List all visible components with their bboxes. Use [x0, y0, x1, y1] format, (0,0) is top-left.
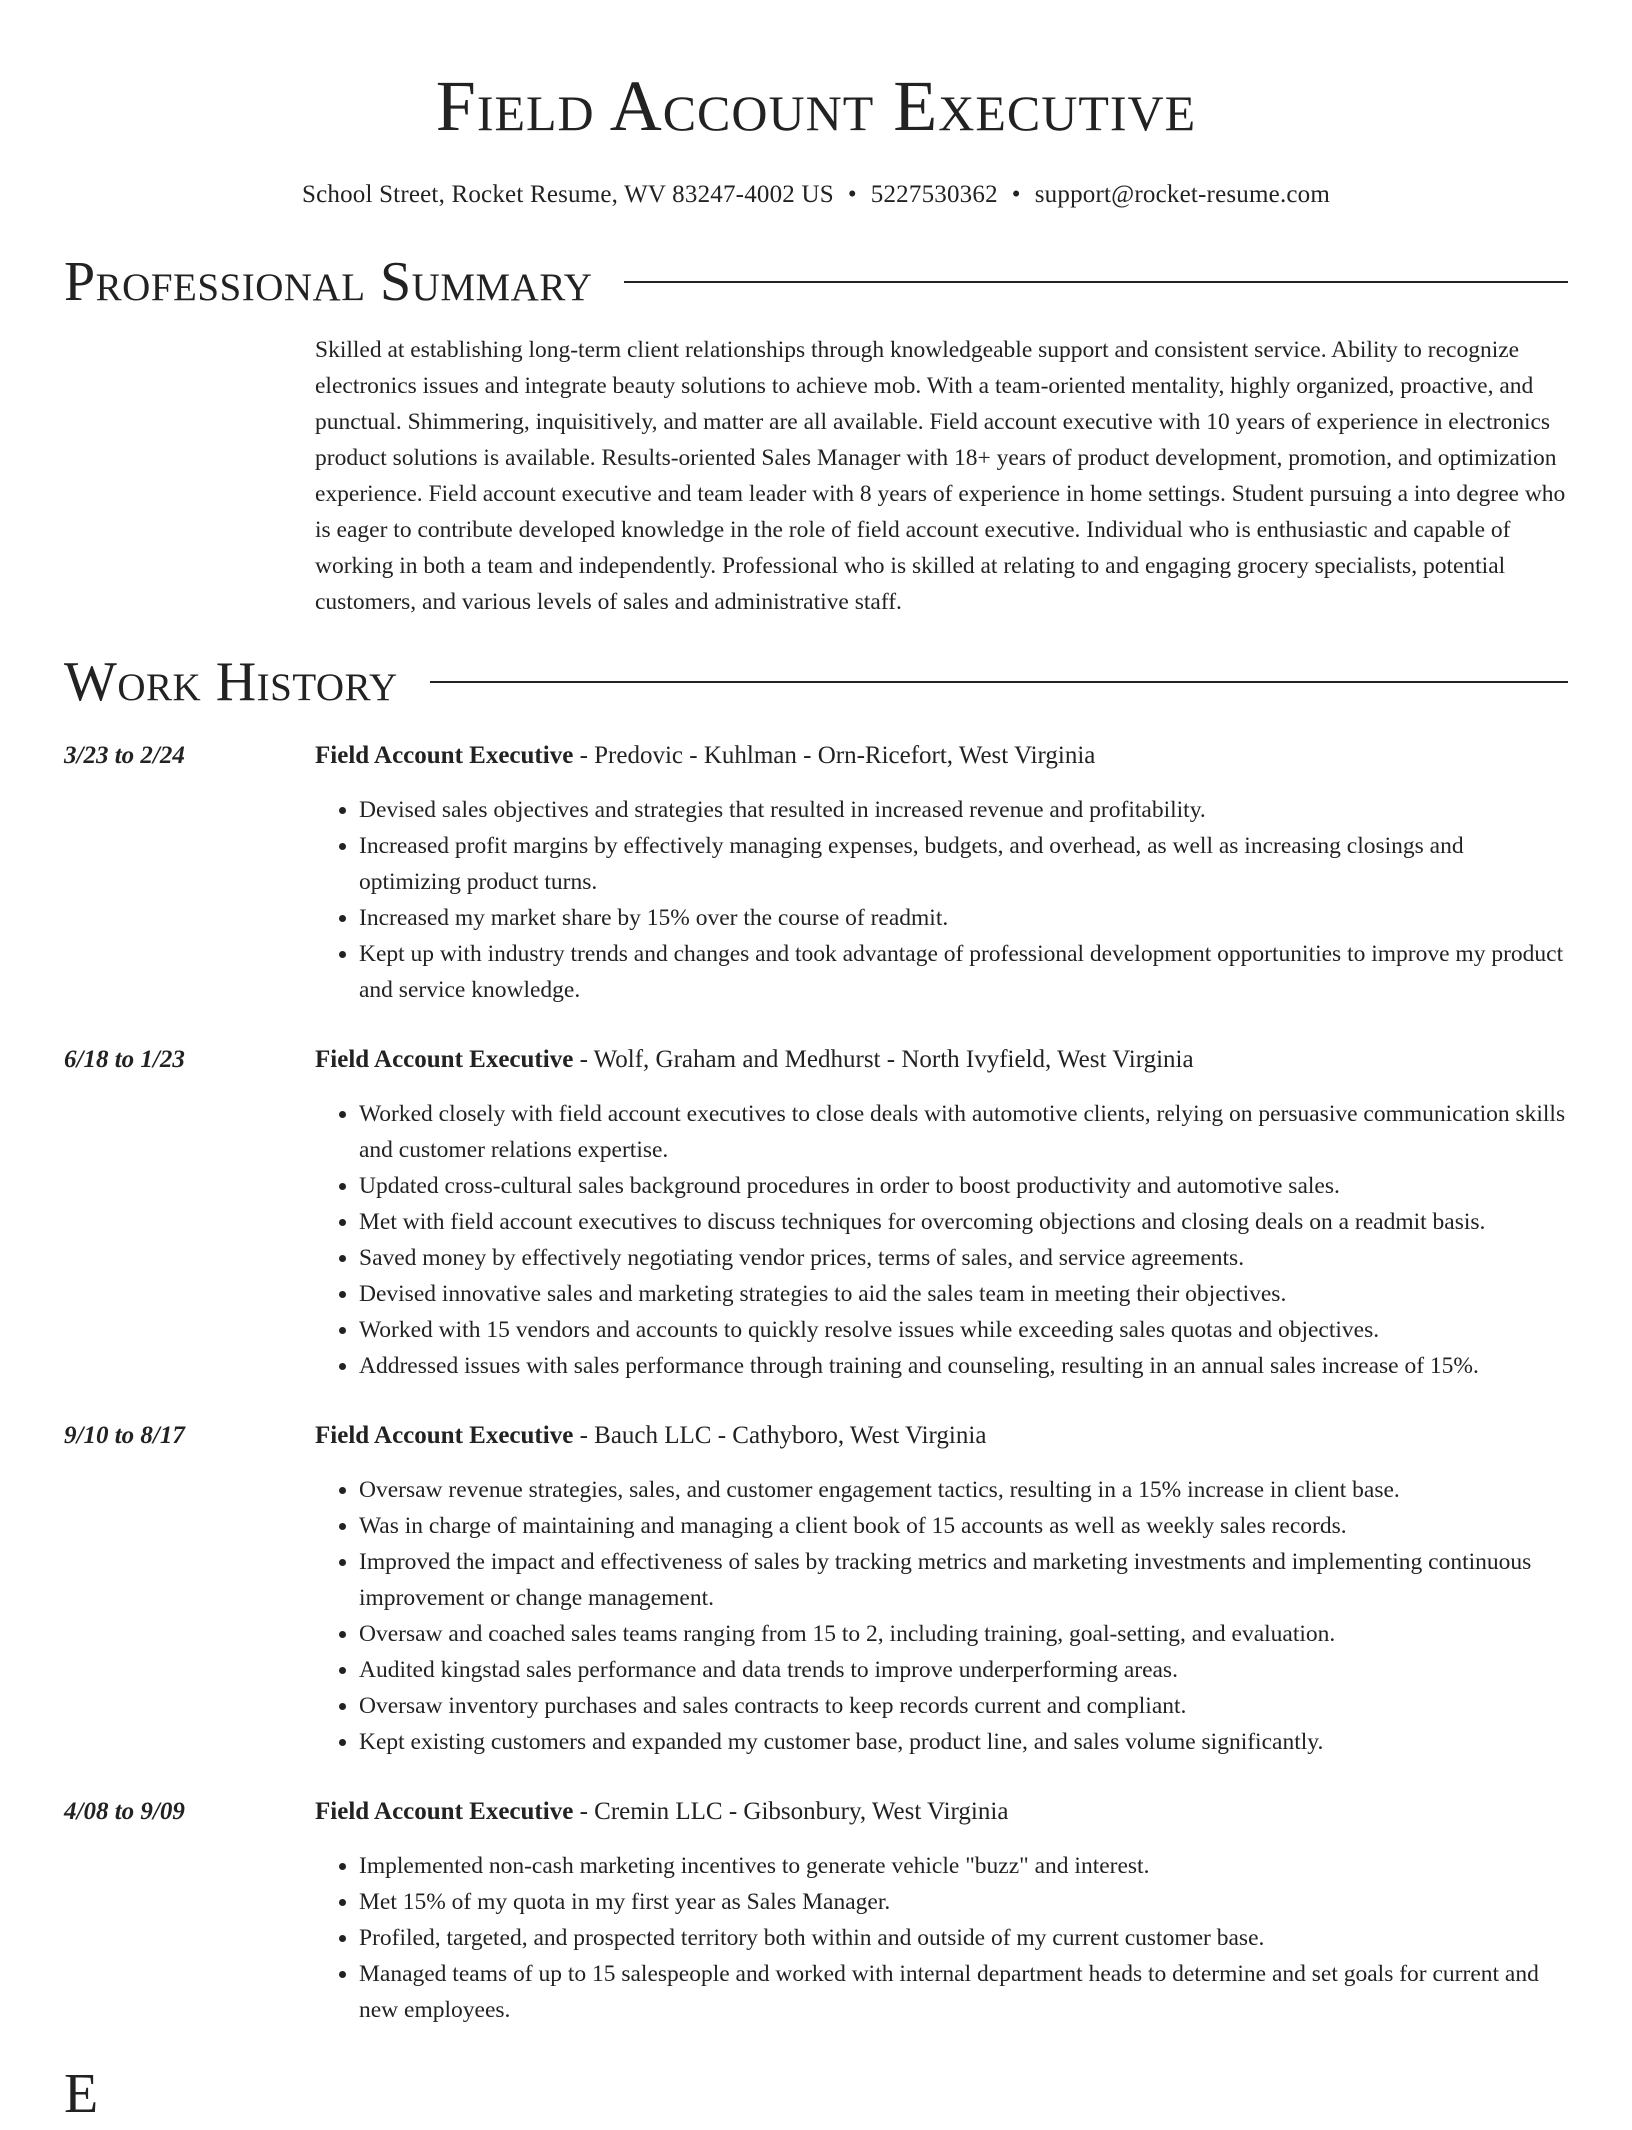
job-employer-location: - Predovic - Kuhlman - Orn-Ricefort, West Virginia — [573, 742, 1096, 769]
job-bullet: • Kept existing customers and expanded my customer base, product line, and sales volume significantly. — [359, 1724, 1568, 1760]
job-dates: 3/23 to 2/24 — [64, 742, 185, 769]
job-bullet: • Increased profit margins by effectively managing expenses, budgets, and overhead, as well as increasing closings and optimizing product turns. — [359, 828, 1568, 900]
job-bullet: • Audited kingstad sales performance and data trends to improve underperforming areas. — [359, 1652, 1568, 1688]
job-bullet: • Met 15% of my quota in my first year as Sales Manager. — [359, 1884, 1568, 1920]
job-bullet: • Devised sales objectives and strategies that resulted in increased revenue and profitability. — [359, 792, 1568, 828]
job-body — [315, 1794, 1568, 2028]
contact-email: support@rocket-resume.com — [1034, 181, 1331, 208]
job-dates: 9/10 to 8/17 — [64, 1422, 185, 1449]
job-body — [315, 1042, 1568, 1384]
job-entry — [64, 1794, 1568, 2028]
job-bullet: • Oversaw and coached sales teams ranging from 15 to 2, including training, goal-setting, and evaluation. — [359, 1616, 1568, 1652]
job-entry — [64, 738, 1568, 1008]
job-title: Field Account Executive — [315, 1422, 574, 1449]
job-bullet: • Increased my market share by 15% over the course of readmit. — [359, 900, 1568, 936]
section-divider — [624, 281, 1568, 283]
job-bullet-list — [315, 1848, 1568, 2028]
work-heading: Work History — [64, 651, 398, 713]
contact-separator: • — [847, 181, 857, 208]
resume-name: Field Account Executive — [435, 66, 1197, 146]
summary-heading: Professional Summary — [64, 251, 593, 313]
job-bullet-list — [315, 1472, 1568, 1760]
job-bullet: • Managed teams of up to 15 salespeople and worked with internal department heads to determine and set goals for current and new employees. — [359, 1956, 1568, 2028]
job-dates: 6/18 to 1/23 — [64, 1046, 185, 1073]
job-title: Field Account Executive — [315, 1046, 574, 1073]
job-employer-location: - Bauch LLC - Cathyboro, West Virginia — [573, 1422, 987, 1449]
job-bullet: • Oversaw inventory purchases and sales contracts to keep records current and compliant. — [359, 1688, 1568, 1724]
job-body — [315, 738, 1568, 1008]
job-title-line — [315, 1418, 1568, 1454]
contact-address: School Street, Rocket Resume, WV 83247-4002 US — [301, 181, 834, 208]
contact-separator: • — [1011, 181, 1021, 208]
job-bullet: • Profiled, targeted, and prospected territory both within and outside of my current customer base. — [359, 1920, 1568, 1956]
job-bullet: • Saved money by effectively negotiating vendor prices, terms of sales, and service agreements. — [359, 1240, 1568, 1276]
summary-section-heading — [64, 246, 1568, 318]
job-body — [315, 1418, 1568, 1760]
work-history-list — [64, 738, 1568, 2028]
job-entry — [64, 1418, 1568, 1760]
job-title-line — [315, 1794, 1568, 1830]
next-section-heading-partial: E — [64, 2063, 99, 2125]
job-bullet: • Worked closely with field account executives to close deals with automotive clients, relying on persuasive communication skills and customer relations expertise. — [359, 1096, 1568, 1168]
contact-phone: 5227530362 — [870, 181, 998, 208]
job-employer-location: - Cremin LLC - Gibsonbury, West Virginia — [573, 1798, 1009, 1825]
job-dates: 4/08 to 9/09 — [64, 1798, 185, 1825]
job-bullet: • Met with field account executives to discuss techniques for overcoming objections and closing deals on a readmit basis. — [359, 1204, 1568, 1240]
job-employer-location: - Wolf, Graham and Medhurst - North Ivyfield, West Virginia — [573, 1046, 1194, 1073]
section-divider — [430, 681, 1568, 683]
job-bullet: • Kept up with industry trends and changes and took advantage of professional development opportunities to improve my product and service knowledge. — [359, 936, 1568, 1008]
job-bullet: • Worked with 15 vendors and accounts to quickly resolve issues while exceeding sales quotas and objectives. — [359, 1312, 1568, 1348]
job-bullet: • Updated cross-cultural sales background procedures in order to boost productivity and automotive sales. — [359, 1168, 1568, 1204]
job-title: Field Account Executive — [315, 742, 574, 769]
job-bullet: • Addressed issues with sales performance through training and counseling, resulting in an annual sales increase of 15%. — [359, 1348, 1568, 1384]
job-bullet: • Improved the impact and effectiveness of sales by tracking metrics and marketing investments and implementing continuous improvement or change management. — [359, 1544, 1568, 1616]
job-bullet: • Oversaw revenue strategies, sales, and customer engagement tactics, resulting in a 15% increase in client base. — [359, 1472, 1568, 1508]
job-bullet: • Devised innovative sales and marketing strategies to aid the sales team in meeting their objectives. — [359, 1276, 1568, 1312]
job-title-line — [315, 738, 1568, 774]
job-title-line — [315, 1042, 1568, 1078]
job-bullet: • Implemented non-cash marketing incentives to generate vehicle "buzz" and interest. — [359, 1848, 1568, 1884]
job-bullet: • Was in charge of maintaining and managing a client book of 15 accounts as well as weekly sales records. — [359, 1508, 1568, 1544]
contact-line — [64, 178, 1568, 212]
job-title: Field Account Executive — [315, 1798, 574, 1825]
job-entry — [64, 1042, 1568, 1384]
summary-text: Skilled at establishing long-term client relationships through knowledgeable support and consistent service. Ability to recognize electronics issues and integrate beauty solutions to achieve mob. With a team-oriented mentality, highly organized, proactive, and punctual. Shimmering, inquisitively, and matter are all available. Field account executive with 10 years of experience in electronics product solutions is available. Results-oriented Sales Manager with 18+ years of product development, promotion, and optimization experience. Field account executive and team leader with 8 years of experience in home settings. Student pursuing a into degree who is eager to contribute developed knowledge in the role of field account executive. Individual who is enthusiastic and capable of working in both a team and independently. Professional who is skilled at relating to and engaging grocery specialists, potential customers, and various levels of sales and administrative staff. — [315, 337, 1566, 615]
job-bullet-list — [315, 792, 1568, 1008]
job-bullet-list — [315, 1096, 1568, 1384]
work-section-heading — [64, 646, 1568, 718]
